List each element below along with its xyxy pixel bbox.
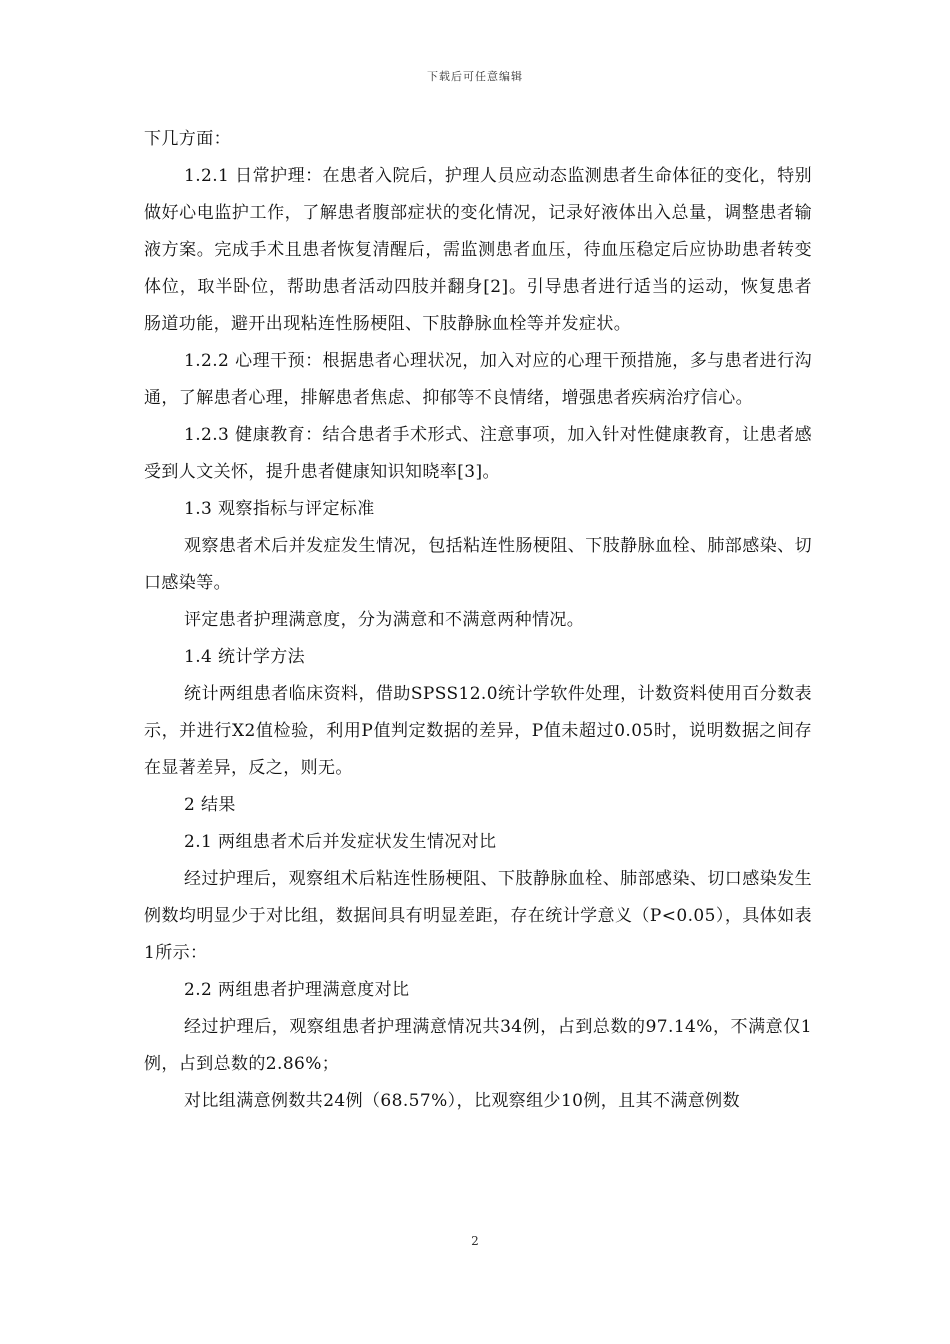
- paragraph: 下几方面：: [144, 129, 231, 149]
- paragraph: 观察患者术后并发症发生情况，包括粘连性肠梗阻、下肢静脉血栓、肺部感染、切口感染等。: [144, 536, 812, 593]
- section-heading: 1.4 统计学方法: [184, 647, 306, 667]
- document-body: [144, 121, 812, 1120]
- paragraph: 经过护理后，观察组患者护理满意情况共34例，占到总数的97.14%，不满意仅1例，占到总数的2.86%；: [144, 1017, 812, 1074]
- paragraph: 1.2.3 健康教育：结合患者手术形式、注意事项，加入针对性健康教育，让患者感受到人文关怀，提升患者健康知识知晓率[3]。: [144, 425, 812, 482]
- section-heading: 2.2 两组患者护理满意度对比: [184, 980, 410, 1000]
- section-heading: 1.3 观察指标与评定标准: [184, 499, 375, 519]
- paragraph: 统计两组患者临床资料，借助SPSS12.0统计学软件处理，计数资料使用百分数表示，并进行X2值检验，利用P值判定数据的差异，P值未超过0.05时，说明数据之间存在显著差异，反之，则无。: [144, 684, 812, 778]
- page-number: 2: [471, 1234, 479, 1248]
- page-header: 下载后可任意编辑: [427, 70, 523, 83]
- paragraph: 1.2.2 心理干预：根据患者心理状况，加入对应的心理干预措施，多与患者进行沟通，了解患者心理，排解患者焦虑、抑郁等不良情绪，增强患者疾病治疗信心。: [144, 351, 812, 408]
- paragraph: 评定患者护理满意度，分为满意和不满意两种情况。: [184, 610, 585, 630]
- section-heading: 2 结果: [184, 795, 236, 815]
- section-heading: 2.1 两组患者术后并发症状发生情况对比: [184, 832, 497, 852]
- paragraph: 1.2.1 日常护理：在患者入院后，护理人员应动态监测患者生命体征的变化，特别做好心电监护工作，了解患者腹部症状的变化情况，记录好液体出入总量，调整患者输液方案。完成手术且患者恢复清醒后，需监测患者血压，待血压稳定后应协助患者转变体位，取半卧位，帮助患者活动四肢并翻身[2]。引导患者进行适当的运动，恢复患者肠道功能，避开出现粘连性肠梗阻、下肢静脉血栓等并发症状。: [144, 166, 812, 334]
- paragraph: 对比组满意例数共24例（68.57%），比观察组少10例，且其不满意例数: [184, 1091, 740, 1111]
- paragraph: 经过护理后，观察组术后粘连性肠梗阻、下肢静脉血栓、肺部感染、切口感染发生例数均明显少于对比组，数据间具有明显差距，存在统计学意义（P<0.05），具体如表1所示：: [144, 869, 812, 963]
